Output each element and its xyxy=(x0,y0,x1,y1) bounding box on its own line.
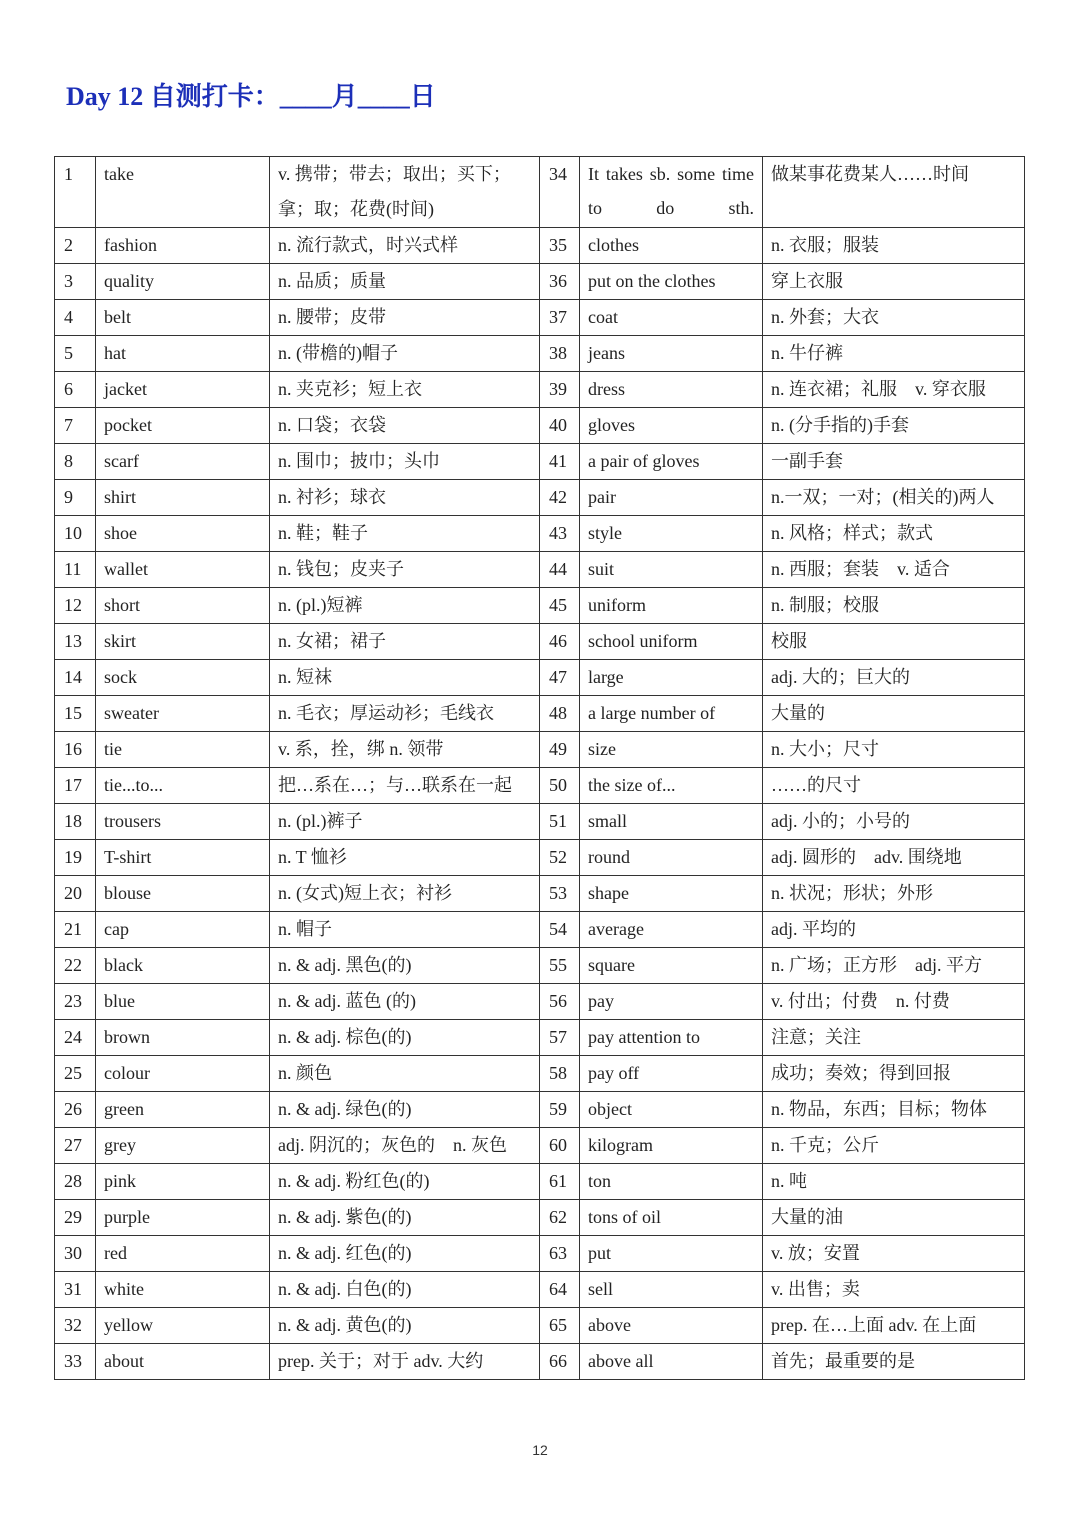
entry-number: 64 xyxy=(540,1272,580,1308)
entry-word: brown xyxy=(96,1020,270,1056)
entry-word: kilogram xyxy=(580,1128,763,1164)
entry-number: 22 xyxy=(55,948,96,984)
entry-word: belt xyxy=(96,300,270,336)
entry-meaning: n. 短袜 xyxy=(270,660,540,696)
entry-word: average xyxy=(580,912,763,948)
entry-meaning: n. 围巾；披巾；头巾 xyxy=(270,444,540,480)
table-row xyxy=(55,1164,1025,1200)
entry-word: school uniform xyxy=(580,624,763,660)
entry-meaning: adj. 平均的 xyxy=(763,912,1025,948)
entry-number: 7 xyxy=(55,408,96,444)
entry-meaning: n. 毛衣；厚运动衫；毛线衣 xyxy=(270,696,540,732)
entry-number: 9 xyxy=(55,480,96,516)
entry-word: grey xyxy=(96,1128,270,1164)
entry-number: 28 xyxy=(55,1164,96,1200)
entry-meaning: 把…系在…；与…联系在一起 xyxy=(270,768,540,804)
entry-meaning: n. 制服；校服 xyxy=(763,588,1025,624)
entry-number: 12 xyxy=(55,588,96,624)
entry-meaning: n. & adj. 紫色(的) xyxy=(270,1200,540,1236)
page-number: 12 xyxy=(532,1442,548,1458)
entry-number: 1 xyxy=(55,157,96,228)
entry-word: trousers xyxy=(96,804,270,840)
entry-word: small xyxy=(580,804,763,840)
entry-word: uniform xyxy=(580,588,763,624)
table-row xyxy=(55,372,1025,408)
entry-number: 15 xyxy=(55,696,96,732)
table-row xyxy=(55,876,1025,912)
entry-word: shape xyxy=(580,876,763,912)
entry-meaning: 做某事花费某人……时间 xyxy=(763,157,1025,228)
entry-number: 37 xyxy=(540,300,580,336)
entry-meaning: n. T 恤衫 xyxy=(270,840,540,876)
entry-word: short xyxy=(96,588,270,624)
entry-word: blouse xyxy=(96,876,270,912)
table-row xyxy=(55,840,1025,876)
entry-number: 6 xyxy=(55,372,96,408)
entry-number: 31 xyxy=(55,1272,96,1308)
entry-number: 34 xyxy=(540,157,580,228)
entry-number: 25 xyxy=(55,1056,96,1092)
table-row xyxy=(55,1272,1025,1308)
table-row xyxy=(55,588,1025,624)
entry-word: pink xyxy=(96,1164,270,1200)
entry-meaning: n. 衬衫；球衣 xyxy=(270,480,540,516)
entry-word: purple xyxy=(96,1200,270,1236)
entry-number: 2 xyxy=(55,228,96,264)
entry-meaning: n. & adj. 棕色(的) xyxy=(270,1020,540,1056)
entry-word: large xyxy=(580,660,763,696)
entry-meaning: n. 外套；大衣 xyxy=(763,300,1025,336)
entry-meaning: n. 物品，东西；目标；物体 xyxy=(763,1092,1025,1128)
entry-meaning: n. (带檐的)帽子 xyxy=(270,336,540,372)
table-row xyxy=(55,948,1025,984)
entry-word: tie xyxy=(96,732,270,768)
entry-word: fashion xyxy=(96,228,270,264)
entry-word: skirt xyxy=(96,624,270,660)
table-row xyxy=(55,336,1025,372)
entry-number: 57 xyxy=(540,1020,580,1056)
entry-word: object xyxy=(580,1092,763,1128)
entry-number: 39 xyxy=(540,372,580,408)
table-row xyxy=(55,696,1025,732)
entry-meaning: n. 夹克衫；短上衣 xyxy=(270,372,540,408)
entry-word: dress xyxy=(580,372,763,408)
entry-number: 23 xyxy=(55,984,96,1020)
entry-meaning: 成功；奏效；得到回报 xyxy=(763,1056,1025,1092)
table-row xyxy=(55,300,1025,336)
entry-word: jeans xyxy=(580,336,763,372)
entry-word: above xyxy=(580,1308,763,1344)
table-row xyxy=(55,480,1025,516)
entry-number: 55 xyxy=(540,948,580,984)
entry-meaning: n. 腰带；皮带 xyxy=(270,300,540,336)
entry-word: suit xyxy=(580,552,763,588)
entry-word: hat xyxy=(96,336,270,372)
entry-word: a large number of xyxy=(580,696,763,732)
entry-word: above all xyxy=(580,1344,763,1380)
entry-word: gloves xyxy=(580,408,763,444)
table-row xyxy=(55,912,1025,948)
entry-meaning: 一副手套 xyxy=(763,444,1025,480)
table-row xyxy=(55,264,1025,300)
entry-word: pay xyxy=(580,984,763,1020)
entry-number: 3 xyxy=(55,264,96,300)
entry-number: 44 xyxy=(540,552,580,588)
entry-meaning: n. 大小；尺寸 xyxy=(763,732,1025,768)
entry-number: 5 xyxy=(55,336,96,372)
entry-word: shirt xyxy=(96,480,270,516)
entry-number: 58 xyxy=(540,1056,580,1092)
entry-number: 50 xyxy=(540,768,580,804)
entry-word: style xyxy=(580,516,763,552)
table-row xyxy=(55,1308,1025,1344)
vocabulary-table xyxy=(54,156,1025,1380)
entry-meaning: n. & adj. 黑色(的) xyxy=(270,948,540,984)
entry-meaning: n. (女式)短上衣；衬衫 xyxy=(270,876,540,912)
entry-number: 40 xyxy=(540,408,580,444)
entry-number: 47 xyxy=(540,660,580,696)
entry-meaning: prep. 关于；对于 adv. 大约 xyxy=(270,1344,540,1380)
entry-word: yellow xyxy=(96,1308,270,1344)
entry-meaning: n. & adj. 粉红色(的) xyxy=(270,1164,540,1200)
entry-number: 60 xyxy=(540,1128,580,1164)
entry-meaning: n. 广场；正方形 adj. 平方 xyxy=(763,948,1025,984)
table-row xyxy=(55,1092,1025,1128)
entry-number: 13 xyxy=(55,624,96,660)
entry-number: 18 xyxy=(55,804,96,840)
table-row xyxy=(55,552,1025,588)
table-row xyxy=(55,732,1025,768)
entry-meaning: 大量的油 xyxy=(763,1200,1025,1236)
entry-word: cap xyxy=(96,912,270,948)
entry-number: 49 xyxy=(540,732,580,768)
page-title: Day 12 自测打卡：____月____日 xyxy=(66,82,436,111)
entry-number: 53 xyxy=(540,876,580,912)
entry-number: 11 xyxy=(55,552,96,588)
table-row xyxy=(55,1020,1025,1056)
entry-meaning: n. & adj. 绿色(的) xyxy=(270,1092,540,1128)
entry-word: quality xyxy=(96,264,270,300)
entry-number: 45 xyxy=(540,588,580,624)
entry-meaning: n.一双；一对；(相关的)两人 xyxy=(763,480,1025,516)
entry-meaning: 注意；关注 xyxy=(763,1020,1025,1056)
entry-number: 65 xyxy=(540,1308,580,1344)
entry-meaning: n. 牛仔裤 xyxy=(763,336,1025,372)
entry-word: black xyxy=(96,948,270,984)
entry-number: 62 xyxy=(540,1200,580,1236)
table-row xyxy=(55,516,1025,552)
entry-number: 42 xyxy=(540,480,580,516)
entry-meaning: prep. 在…上面 adv. 在上面 xyxy=(763,1308,1025,1344)
table-row xyxy=(55,157,1025,228)
entry-word: red xyxy=(96,1236,270,1272)
entry-number: 41 xyxy=(540,444,580,480)
entry-number: 51 xyxy=(540,804,580,840)
entry-number: 21 xyxy=(55,912,96,948)
entry-number: 10 xyxy=(55,516,96,552)
entry-number: 56 xyxy=(540,984,580,1020)
entry-word: a pair of gloves xyxy=(580,444,763,480)
entry-meaning: n. 千克；公斤 xyxy=(763,1128,1025,1164)
entry-number: 30 xyxy=(55,1236,96,1272)
entry-number: 63 xyxy=(540,1236,580,1272)
entry-meaning: adj. 圆形的 adv. 围绕地 xyxy=(763,840,1025,876)
entry-number: 27 xyxy=(55,1128,96,1164)
entry-meaning: n. 钱包；皮夹子 xyxy=(270,552,540,588)
entry-number: 19 xyxy=(55,840,96,876)
entry-number: 38 xyxy=(540,336,580,372)
entry-meaning: n. 女裙；裙子 xyxy=(270,624,540,660)
entry-meaning: adj. 阴沉的；灰色的 n. 灰色 xyxy=(270,1128,540,1164)
entry-number: 43 xyxy=(540,516,580,552)
table-row xyxy=(55,1200,1025,1236)
entry-number: 14 xyxy=(55,660,96,696)
entry-word: pocket xyxy=(96,408,270,444)
entry-word: T-shirt xyxy=(96,840,270,876)
entry-number: 35 xyxy=(540,228,580,264)
entry-number: 48 xyxy=(540,696,580,732)
entry-meaning: n. 连衣裙；礼服 v. 穿衣服 xyxy=(763,372,1025,408)
entry-number: 36 xyxy=(540,264,580,300)
table-row xyxy=(55,1236,1025,1272)
entry-word: green xyxy=(96,1092,270,1128)
entry-number: 54 xyxy=(540,912,580,948)
entry-word: tons of oil xyxy=(580,1200,763,1236)
entry-word: pay off xyxy=(580,1056,763,1092)
entry-meaning: n. (分手指的)手套 xyxy=(763,408,1025,444)
table-row xyxy=(55,408,1025,444)
entry-word: blue xyxy=(96,984,270,1020)
entry-number: 33 xyxy=(55,1344,96,1380)
entry-word: pair xyxy=(580,480,763,516)
entry-meaning: v. 携带；带去；取出；买下；拿；取；花费(时间) xyxy=(270,157,540,228)
entry-word: coat xyxy=(580,300,763,336)
table-row xyxy=(55,1056,1025,1092)
entry-word: sock xyxy=(96,660,270,696)
entry-meaning: 首先；最重要的是 xyxy=(763,1344,1025,1380)
entry-meaning: n. & adj. 红色(的) xyxy=(270,1236,540,1272)
table-row xyxy=(55,660,1025,696)
entry-word: put on the clothes xyxy=(580,264,763,300)
entry-meaning: n. 风格；样式；款式 xyxy=(763,516,1025,552)
entry-meaning: n. 鞋；鞋子 xyxy=(270,516,540,552)
entry-number: 59 xyxy=(540,1092,580,1128)
vocabulary-table-body xyxy=(55,157,1025,1380)
entry-meaning: n. (pl.)短裤 xyxy=(270,588,540,624)
entry-number: 8 xyxy=(55,444,96,480)
entry-number: 20 xyxy=(55,876,96,912)
entry-meaning: 穿上衣服 xyxy=(763,264,1025,300)
entry-meaning: v. 系，拴，绑 n. 领带 xyxy=(270,732,540,768)
entry-number: 17 xyxy=(55,768,96,804)
entry-word: wallet xyxy=(96,552,270,588)
entry-meaning: n. & adj. 黄色(的) xyxy=(270,1308,540,1344)
entry-meaning: 大量的 xyxy=(763,696,1025,732)
entry-meaning: v. 付出；付费 n. 付费 xyxy=(763,984,1025,1020)
entry-word: clothes xyxy=(580,228,763,264)
table-row xyxy=(55,984,1025,1020)
entry-word: take xyxy=(96,157,270,228)
entry-number: 61 xyxy=(540,1164,580,1200)
entry-meaning: n. (pl.)裤子 xyxy=(270,804,540,840)
table-row xyxy=(55,1344,1025,1380)
entry-word: put xyxy=(580,1236,763,1272)
entry-meaning: n. 流行款式，时兴式样 xyxy=(270,228,540,264)
entry-word: ton xyxy=(580,1164,763,1200)
entry-meaning: adj. 小的；小号的 xyxy=(763,804,1025,840)
entry-meaning: v. 放；安置 xyxy=(763,1236,1025,1272)
entry-word: jacket xyxy=(96,372,270,408)
entry-word: shoe xyxy=(96,516,270,552)
entry-word: round xyxy=(580,840,763,876)
entry-number: 46 xyxy=(540,624,580,660)
entry-number: 24 xyxy=(55,1020,96,1056)
entry-meaning: adj. 大的；巨大的 xyxy=(763,660,1025,696)
entry-meaning: v. 出售；卖 xyxy=(763,1272,1025,1308)
table-row xyxy=(55,624,1025,660)
table-row xyxy=(55,1128,1025,1164)
entry-meaning: 校服 xyxy=(763,624,1025,660)
entry-word: sweater xyxy=(96,696,270,732)
entry-meaning: n. & adj. 蓝色 (的) xyxy=(270,984,540,1020)
entry-word: pay attention to xyxy=(580,1020,763,1056)
entry-meaning: ……的尺寸 xyxy=(763,768,1025,804)
entry-word: about xyxy=(96,1344,270,1380)
table-row xyxy=(55,804,1025,840)
entry-word: the size of... xyxy=(580,768,763,804)
table-row xyxy=(55,228,1025,264)
entry-word: tie...to... xyxy=(96,768,270,804)
entry-meaning: n. 西服；套装 v. 适合 xyxy=(763,552,1025,588)
entry-word: white xyxy=(96,1272,270,1308)
table-row xyxy=(55,444,1025,480)
entry-word: sell xyxy=(580,1272,763,1308)
entry-number: 26 xyxy=(55,1092,96,1128)
entry-meaning: n. 口袋；衣袋 xyxy=(270,408,540,444)
entry-word: It takes sb. some time to do sth. xyxy=(580,157,763,228)
entry-word: scarf xyxy=(96,444,270,480)
entry-meaning: n. 衣服；服装 xyxy=(763,228,1025,264)
entry-meaning: n. 状况；形状；外形 xyxy=(763,876,1025,912)
entry-meaning: n. 颜色 xyxy=(270,1056,540,1092)
entry-number: 66 xyxy=(540,1344,580,1380)
entry-word: colour xyxy=(96,1056,270,1092)
entry-number: 52 xyxy=(540,840,580,876)
entry-number: 32 xyxy=(55,1308,96,1344)
entry-meaning: n. & adj. 白色(的) xyxy=(270,1272,540,1308)
entry-number: 4 xyxy=(55,300,96,336)
entry-meaning: n. 帽子 xyxy=(270,912,540,948)
entry-number: 16 xyxy=(55,732,96,768)
entry-word: square xyxy=(580,948,763,984)
entry-meaning: n. 吨 xyxy=(763,1164,1025,1200)
entry-number: 29 xyxy=(55,1200,96,1236)
entry-word: size xyxy=(580,732,763,768)
entry-meaning: n. 品质；质量 xyxy=(270,264,540,300)
table-row xyxy=(55,768,1025,804)
